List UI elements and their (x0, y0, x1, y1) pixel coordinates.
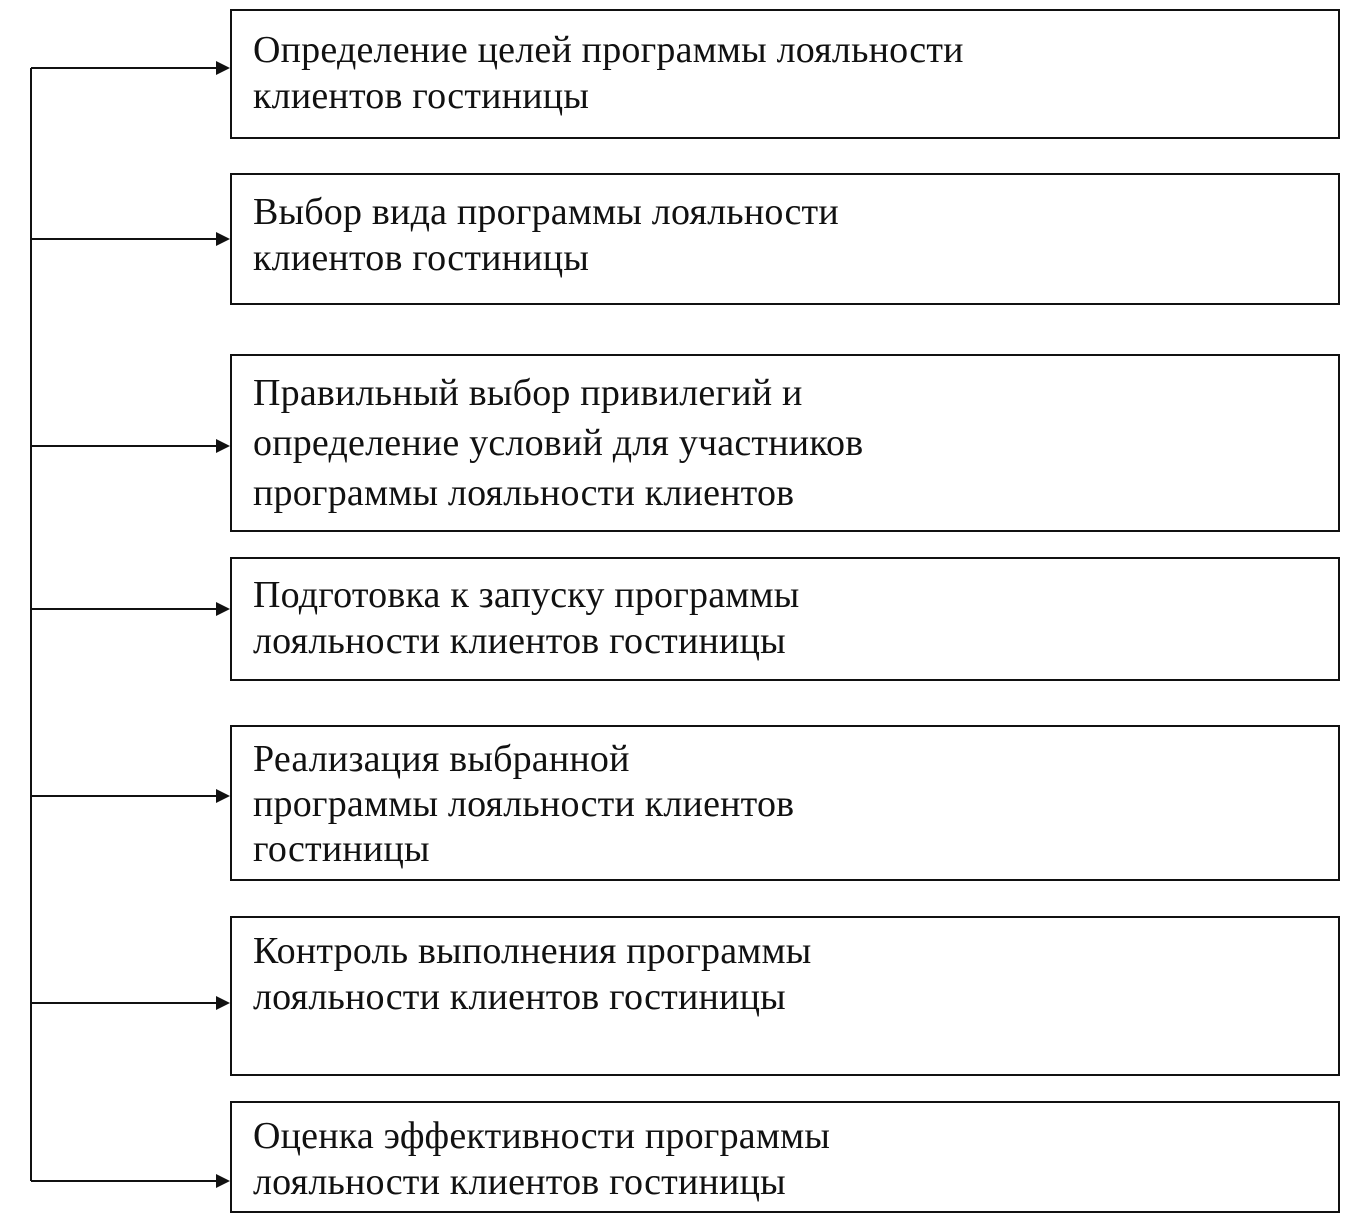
step-box-2 (230, 173, 1340, 305)
step-box-3 (230, 354, 1340, 532)
step-7-line-1: Оценка эффективности программы (253, 1115, 831, 1157)
step-box-6 (230, 916, 1340, 1076)
step-1-line-1: Определение целей программы лояльности (253, 29, 964, 71)
step-2-line-1: Выбор вида программы лояльности (253, 191, 839, 233)
arrowhead-6 (216, 996, 230, 1010)
arrowhead-4 (216, 602, 230, 616)
step-5-line-2: программы лояльности клиентов (253, 783, 795, 825)
step-6-line-2: лояльности клиентов гостиницы (253, 976, 786, 1018)
arrowhead-2 (216, 232, 230, 246)
arrowhead-5 (216, 789, 230, 803)
step-1-line-2: клиентов гостиницы (253, 75, 590, 117)
step-box-7 (230, 1101, 1340, 1213)
step-box-5 (230, 725, 1340, 881)
step-3-line-3: программы лояльности клиентов (253, 472, 795, 514)
step-7-line-2: лояльности клиентов гостиницы (253, 1161, 786, 1203)
step-5-line-1: Реализация выбранной (253, 738, 630, 780)
step-5-line-3: гостиницы (253, 828, 430, 870)
step-2-line-2: клиентов гостиницы (253, 237, 590, 279)
arrowhead-3 (216, 439, 230, 453)
arrowhead-7 (216, 1174, 230, 1188)
step-box-4 (230, 557, 1340, 681)
step-3-line-1: Правильный выбор привилегий и (253, 372, 803, 414)
step-6-line-1: Контроль выполнения программы (253, 930, 812, 972)
step-box-1 (230, 9, 1340, 139)
arrowhead-1 (216, 61, 230, 75)
step-4-line-1: Подготовка к запуску программы (253, 574, 800, 616)
step-4-line-2: лояльности клиентов гостиницы (253, 620, 786, 662)
step-3-line-2: определение условий для участников (253, 422, 864, 464)
